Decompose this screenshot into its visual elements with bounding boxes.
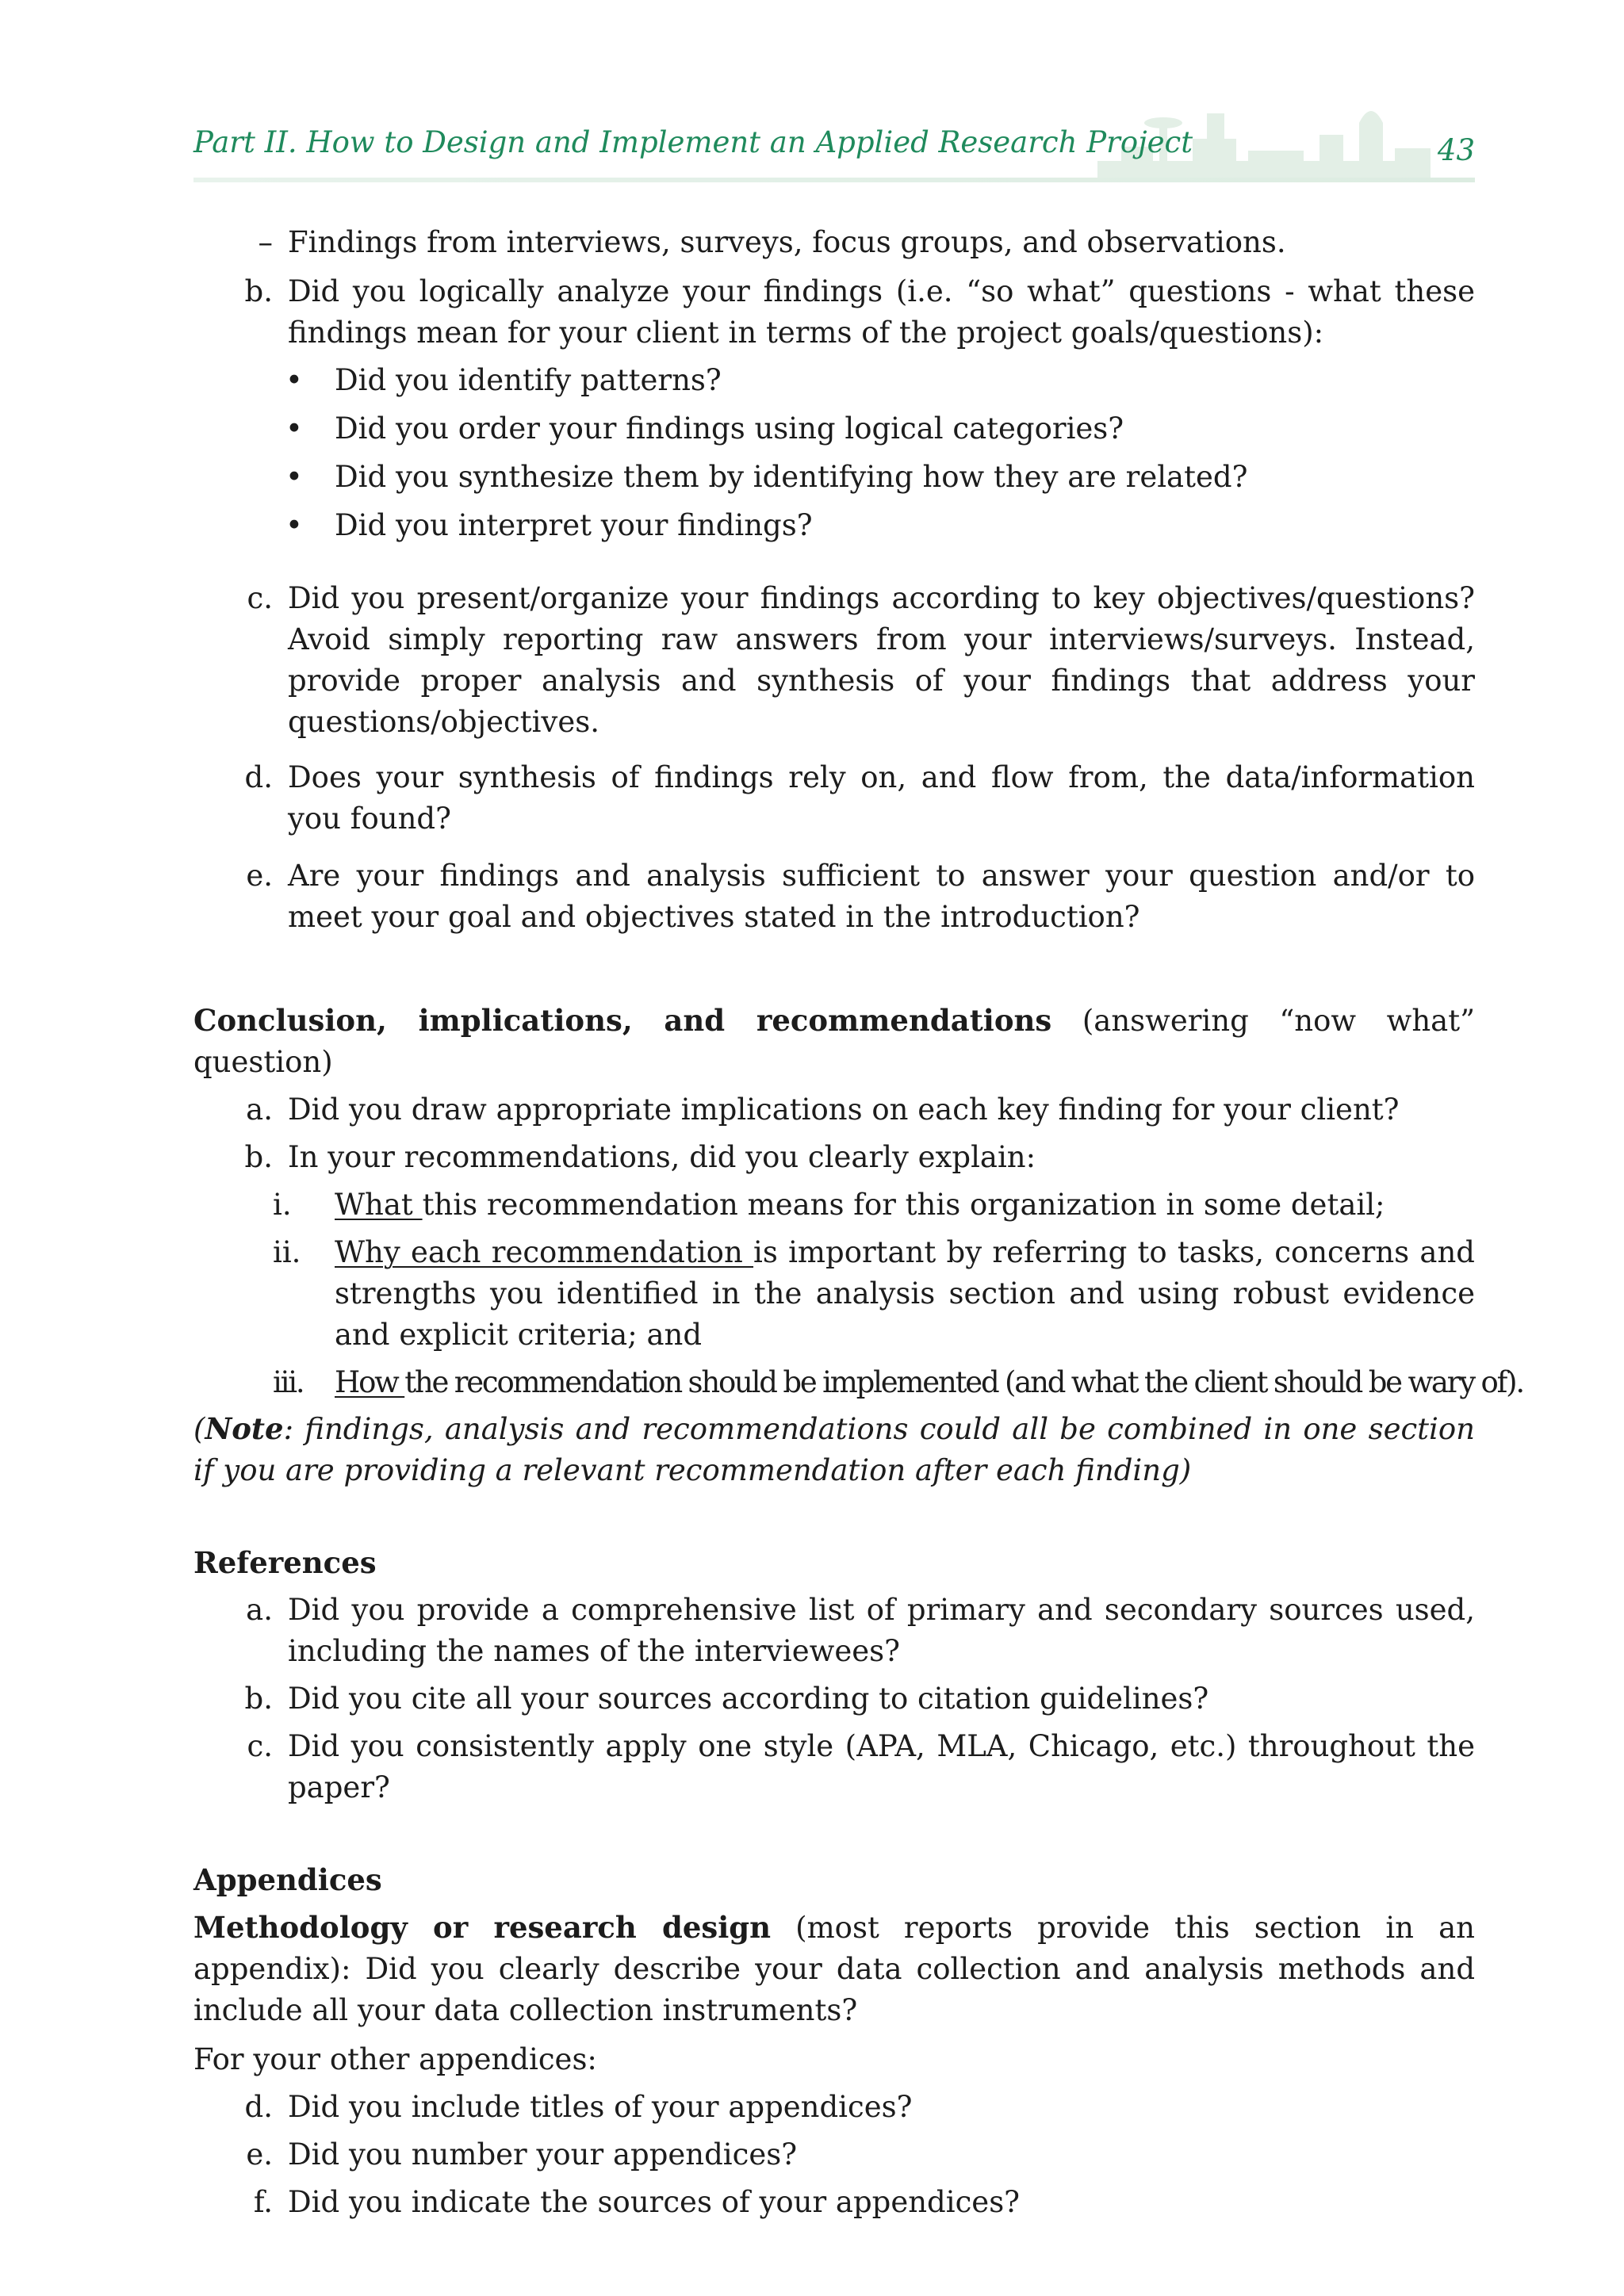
sub-item-underlined: Why each recommendation [335, 1235, 754, 1269]
methodology-bold: Methodology or research design [193, 1910, 772, 1945]
sub-list-marker: iii. [273, 1365, 304, 1399]
bullet-icon: • [285, 460, 303, 494]
list-item [193, 1726, 1475, 1808]
appendices-intro: For your other appendices: [193, 2042, 597, 2076]
list-item-text: Did you draw appropriate implications on each key finding for your client? [288, 1093, 1400, 1127]
bullet-item [193, 408, 1475, 450]
conclusion-heading [193, 1000, 1475, 1083]
list-item [193, 1089, 1475, 1131]
list-item [193, 2182, 1475, 2223]
bullet-item [193, 505, 1475, 546]
list-marker: c. [247, 1729, 273, 1763]
dash-item [193, 222, 1475, 263]
note-label: Note [205, 1411, 284, 1446]
list-marker: b. [244, 1140, 273, 1174]
note-open: ( [193, 1412, 205, 1446]
list-item [193, 855, 1475, 938]
bullet-item [193, 457, 1475, 498]
list-item-text: In your recommendations, did you clearly explain: [288, 1140, 1036, 1174]
bullet-text: Did you identify patterns? [335, 363, 722, 397]
page-number: 43 [1437, 133, 1475, 167]
sub-item-text: the recommendation should be implemented (and what the client should be wary of). [404, 1365, 1523, 1399]
list-marker: e. [246, 859, 273, 893]
list-marker: e. [246, 2137, 273, 2172]
list-item [193, 578, 1475, 743]
page-header [193, 119, 1475, 190]
sub-list-item [193, 1362, 1523, 1403]
list-item-text: Did you number your appendices? [288, 2137, 798, 2172]
conclusion-heading-bold: Conclusion, implications, and recommendations [193, 1003, 1052, 1038]
sub-list-item [193, 1184, 1475, 1226]
list-marker: a. [246, 1593, 273, 1627]
list-item-text: Does your synthesis of findings rely on, and flow from, the data/information you found? [288, 760, 1475, 836]
list-marker: a. [246, 1093, 273, 1127]
bullet-text: Did you order your findings using logical categories? [335, 411, 1124, 446]
sub-list-marker: i. [273, 1188, 292, 1222]
list-item [193, 2087, 1475, 2128]
methodology-text: (most reports provide this section in an appendix): Did you clearly describe your data collection and analysis methods and include all your data collection instruments? [193, 1911, 1475, 2027]
running-title: Part II. How to Design and Implement an Applied Research Project [193, 125, 1193, 159]
sub-item-underlined: How [335, 1365, 405, 1399]
sub-list-marker: ii. [273, 1235, 301, 1269]
list-marker: f. [253, 2185, 273, 2219]
list-item-text: Did you present/organize your findings according to key objectives/questions? Avoid simply reporting raw answers from your interviews/surveys. Instead, provide proper analysis and synthesis of your findings that address your questions/objectives. [288, 581, 1475, 739]
list-item-text: Did you consistently apply one style (APA, MLA, Chicago, etc.) throughout the paper? [288, 1729, 1475, 1804]
list-item-text: Did you include titles of your appendices? [288, 2090, 913, 2124]
list-marker: b. [244, 1682, 273, 1716]
list-item [193, 2134, 1475, 2175]
list-item-text: Did you indicate the sources of your appendices? [288, 2185, 1021, 2219]
list-item-text: Did you provide a comprehensive list of primary and secondary sources used, including the names of the interviewees? [288, 1593, 1475, 1668]
list-marker: d. [244, 2090, 273, 2124]
sub-item-underlined: What [335, 1188, 423, 1222]
bullet-icon: • [285, 508, 303, 542]
conclusion-heading-rest: (answering “now what” question) [193, 1004, 1475, 1079]
dash-item-text: Findings from interviews, surveys, focus groups, and observations. [288, 225, 1286, 259]
references-heading: References [193, 1545, 377, 1580]
bullet-icon: • [285, 363, 303, 397]
note-paragraph [193, 1408, 1475, 1491]
list-item-text: Are your findings and analysis sufficient to answer your question and/or to meet your goal and objectives stated in the introduction? [288, 859, 1475, 934]
list-marker: d. [244, 760, 273, 794]
page-content [193, 222, 1523, 2223]
list-item [193, 1590, 1475, 1672]
list-item [193, 757, 1475, 840]
bullet-item [193, 360, 1475, 401]
note-text: : findings, analysis and recommendations could all be combined in one section if you are providing a relevant recommendation after each finding) [193, 1412, 1475, 1487]
bullet-text: Did you interpret your findings? [335, 508, 813, 542]
appendices-heading: Appendices [193, 1862, 382, 1897]
bullet-text: Did you synthesize them by identifying how they are related? [335, 460, 1248, 494]
sub-item-text: is important by referring to tasks, concerns and strengths you identified in the analysis section and using robust evidence and explicit criteria; and [335, 1235, 1475, 1352]
bullet-icon: • [285, 411, 303, 446]
list-item-text: Did you logically analyze your findings (i.e. “so what” questions - what these findings mean for your client in terms of the project goals/questions): [288, 274, 1475, 350]
methodology-paragraph [193, 1907, 1475, 2031]
list-item [193, 1678, 1475, 1720]
list-item [193, 1137, 1475, 1178]
list-item [193, 271, 1475, 354]
list-item-text: Did you cite all your sources according to citation guidelines? [288, 1682, 1209, 1716]
sub-item-text: this recommendation means for this organization in some detail; [422, 1188, 1385, 1222]
header-rule [193, 178, 1475, 182]
sub-list-item [193, 1232, 1475, 1356]
list-marker: b. [244, 274, 273, 308]
list-marker: c. [247, 581, 273, 615]
dash-marker: – [258, 225, 273, 259]
